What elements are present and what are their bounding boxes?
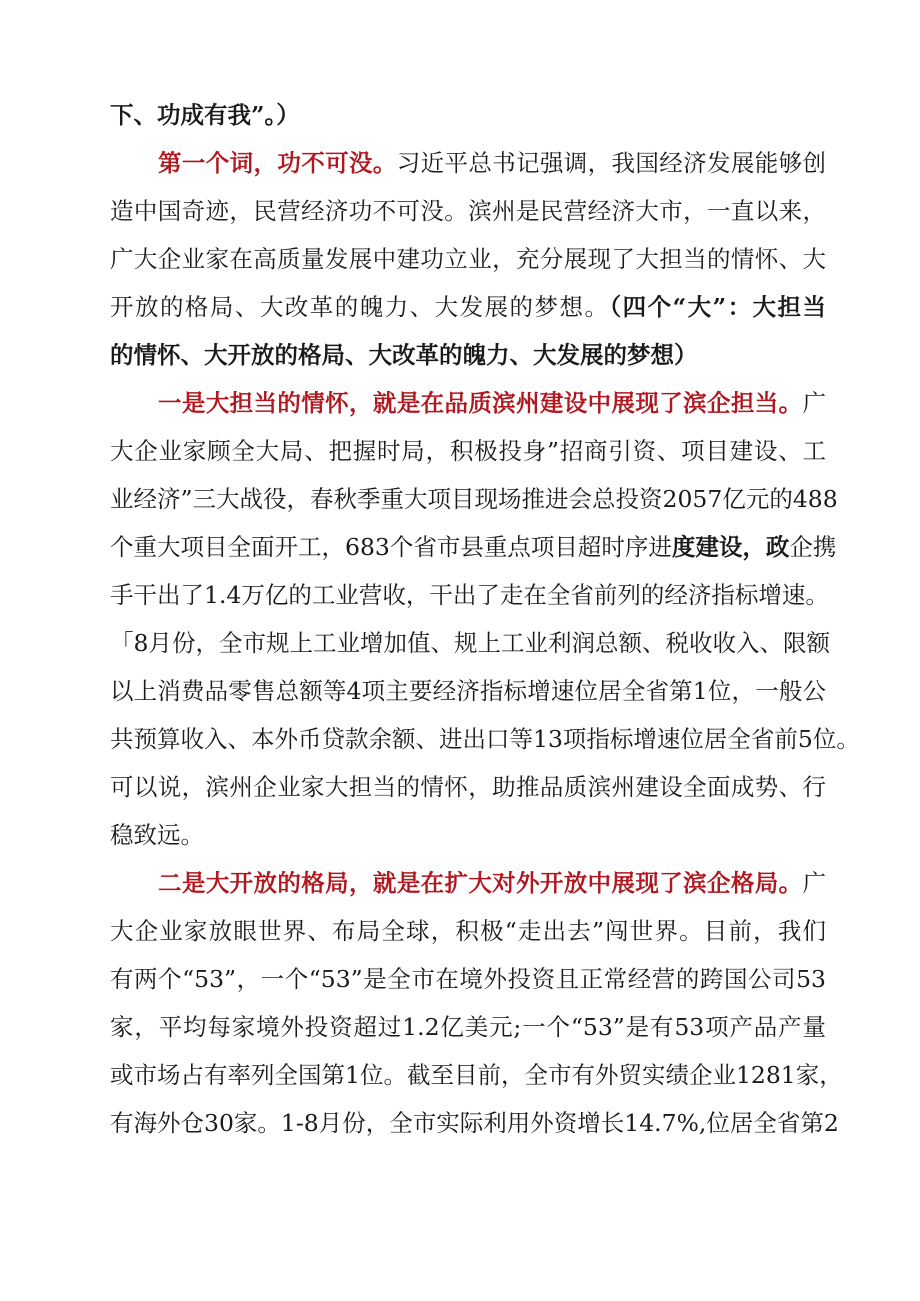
text-line bbox=[110, 189, 826, 233]
text-line bbox=[110, 669, 826, 713]
body-text: 开放的格局、大改革的魄力、大发展的梦想。 bbox=[110, 293, 610, 321]
bold-text: 度建设，政 bbox=[671, 533, 790, 561]
body-text: 有海外仓30家。1-8月份，全市实际利用外资增长14.7%,位居全省第2 bbox=[110, 1109, 839, 1137]
body-text: 广大企业家在高质量发展中建功立业，充分展现了大担当的情怀、大 bbox=[110, 245, 826, 273]
body-text: 手干出了1.4万亿的工业营收，干出了走在全省前列的经济指标增速。 bbox=[110, 581, 829, 609]
text-line bbox=[110, 765, 826, 809]
text-line bbox=[110, 333, 826, 377]
text-line bbox=[110, 429, 826, 473]
text-line bbox=[158, 861, 826, 905]
text-line bbox=[110, 237, 826, 281]
body-text: 企携 bbox=[789, 533, 837, 561]
body-text: 习近平总书记强调，我国经济发展能够创 bbox=[396, 149, 827, 177]
body-text: 稳致远。 bbox=[110, 821, 204, 849]
text-line bbox=[110, 525, 837, 569]
body-text: 广 bbox=[802, 389, 826, 417]
body-text: 共预算收入、本外币贷款余额、进出口等13项指标增速位居全省前5位。 bbox=[110, 725, 860, 753]
body-text: 以上消费品零售总额等4项主要经济指标增速位居全省第1位，一般公 bbox=[110, 677, 826, 705]
body-text: 大企业家放眼世界、布局全球，积极“走出去”闯世界。目前，我们 bbox=[110, 917, 826, 945]
bold-text: 下、功成有我”。） bbox=[110, 101, 300, 129]
text-line bbox=[110, 621, 830, 665]
text-line bbox=[110, 285, 826, 329]
body-text: 业经济”三大战役，春秋季重大项目现场推进会总投资2057亿元的488 bbox=[110, 485, 838, 513]
body-text: 造中国奇迹，民营经济功不可没。滨州是民营经济大市，一直以来， bbox=[110, 197, 826, 225]
bold-text: 的情怀、大开放的格局、大改革的魄力、大发展的梦想） bbox=[110, 341, 698, 369]
text-line bbox=[110, 813, 826, 857]
body-text: 「8月份，全市规上工业增加值、规上工业利润总额、税收收入、限额 bbox=[110, 629, 830, 657]
text-line bbox=[110, 1101, 839, 1145]
text-line bbox=[110, 957, 826, 1001]
text-line bbox=[110, 1005, 826, 1049]
text-line bbox=[110, 1053, 843, 1097]
body-text: 家，平均每家境外投资超过1.2亿美元;一个“53”是有53项产品产量 bbox=[110, 1013, 826, 1041]
text-line bbox=[158, 141, 826, 185]
text-line bbox=[110, 573, 829, 617]
text-line bbox=[158, 381, 826, 425]
body-text: 个重大项目全面开工，683个省市县重点项目超时序进 bbox=[110, 533, 672, 561]
body-text: 广 bbox=[802, 869, 826, 897]
text-line bbox=[110, 717, 860, 761]
body-text: 大企业家顾全大局、把握时局，积极投身”招商引资、项目建设、工 bbox=[110, 437, 826, 465]
section-heading: 第一个词，功不可没。 bbox=[158, 149, 397, 177]
body-text: 或市场占有率列全国第1位。截至目前，全市有外贸实绩企业1281家， bbox=[110, 1061, 843, 1089]
bold-text: （四个“大”：大担当 bbox=[609, 293, 826, 321]
body-text: 可以说，滨州企业家大担当的情怀，助推品质滨州建设全面成势、行 bbox=[110, 773, 826, 801]
text-line bbox=[110, 909, 826, 953]
text-line bbox=[110, 93, 826, 137]
section-heading: 一是大担当的情怀，就是在品质滨州建设中展现了滨企担当。 bbox=[158, 389, 803, 417]
text-line bbox=[110, 477, 838, 521]
section-heading: 二是大开放的格局，就是在扩大对外开放中展现了滨企格局。 bbox=[158, 869, 803, 897]
body-text: 有两个“53”，一个“53”是全市在境外投资且正常经营的跨国公司53 bbox=[110, 965, 826, 993]
